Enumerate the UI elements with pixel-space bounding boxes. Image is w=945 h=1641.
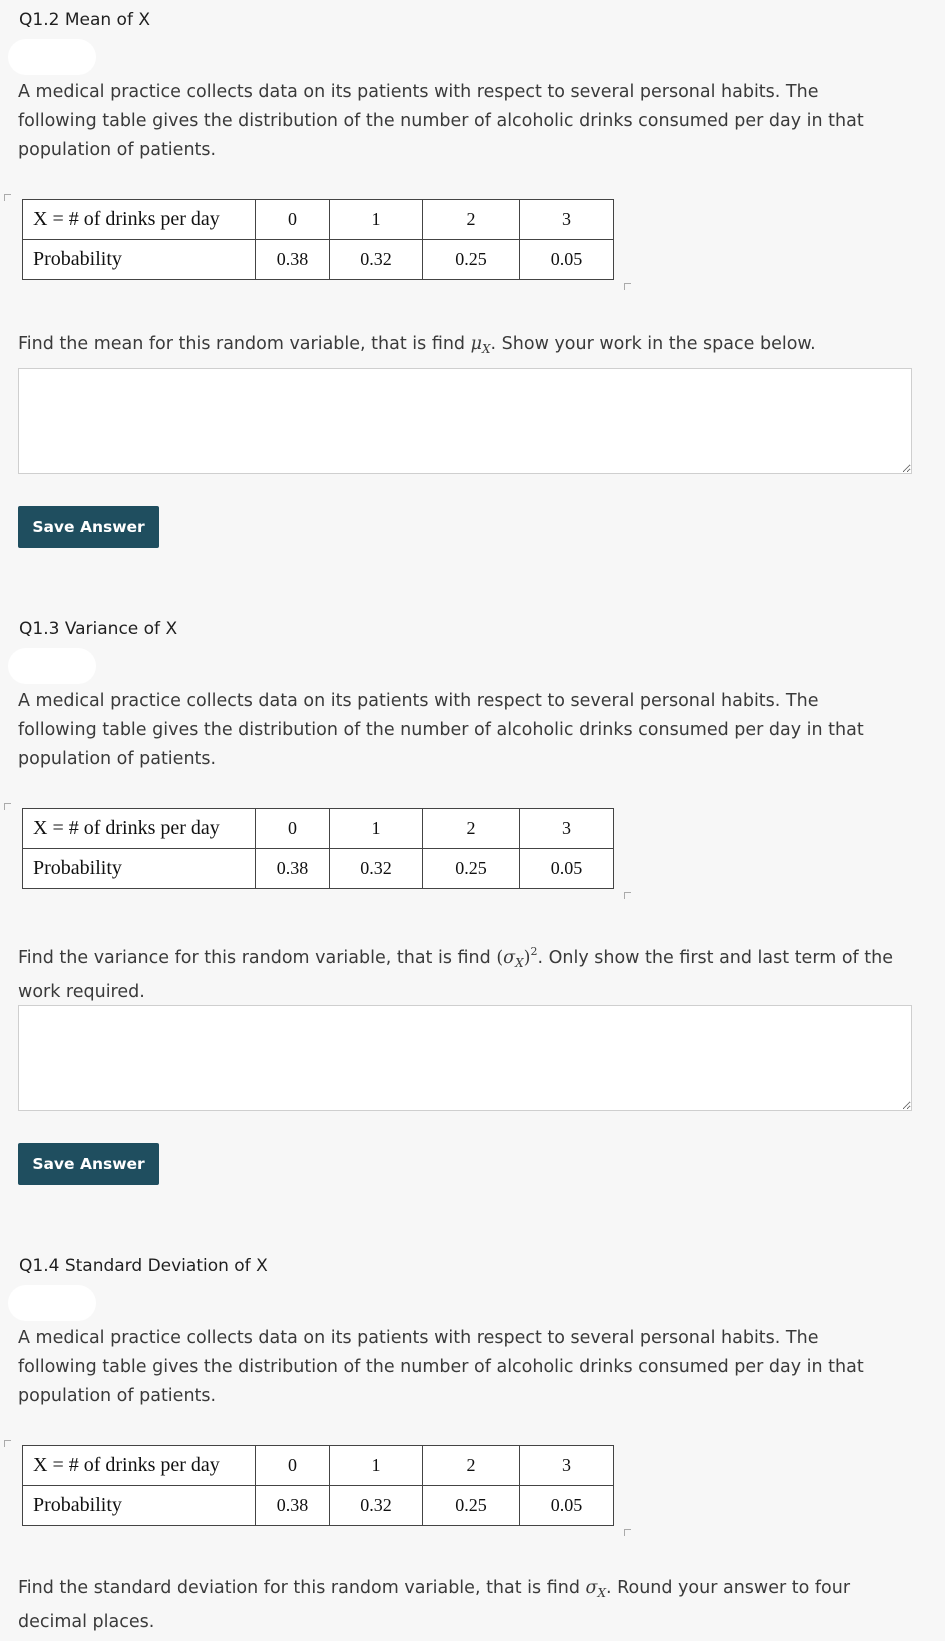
prompt-text: . Round your answer to four decimal places. — [18, 1578, 851, 1632]
prompt-text: Find the standard deviation for this random variable, that is find — [18, 1578, 586, 1598]
table-cell: 0.05 — [520, 240, 614, 280]
q12-save-answer-button[interactable]: Save Answer — [18, 506, 159, 548]
table-row-label: X = # of drinks per day — [23, 1446, 256, 1486]
table-cell: 1 — [330, 809, 423, 849]
table-cell: 2 — [423, 809, 520, 849]
q12-title: Q1.2 Mean of X — [19, 10, 150, 30]
table-cell: 0.38 — [256, 1486, 330, 1526]
table-row-x — [23, 1446, 614, 1486]
table-cell: 0.38 — [256, 240, 330, 280]
table-row-probability — [23, 240, 614, 280]
math-subscript: X — [515, 956, 524, 970]
q13-distribution-table-wrap — [22, 808, 614, 889]
math-paren: ) — [523, 948, 531, 968]
table-row-label: Probability — [23, 849, 256, 889]
table-cell: 0.05 — [520, 1486, 614, 1526]
table-cell: 0.32 — [330, 849, 423, 889]
table-cell: 0 — [256, 200, 330, 240]
table-cell: 2 — [423, 1446, 520, 1486]
table-cell: 1 — [330, 200, 423, 240]
table-cell: 0.38 — [256, 849, 330, 889]
sigma-x-squared-symbol — [496, 945, 538, 970]
q12-distribution-table — [22, 199, 614, 280]
table-cell: 1 — [330, 1446, 423, 1486]
table-cell: 0.25 — [423, 849, 520, 889]
q12-prompt — [18, 330, 898, 364]
q13-intro: A medical practice collects data on its patients with respect to several personal habits. The following table gives the distribution of the number of alcoholic drinks consumed per day in that population of patients. — [18, 691, 864, 769]
prompt-text: Find the mean for this random variable, that is find — [18, 334, 471, 354]
table-cell: 0 — [256, 809, 330, 849]
table-row-label: Probability — [23, 1486, 256, 1526]
table-cell: 0.32 — [330, 240, 423, 280]
table-cell: 0.25 — [423, 1486, 520, 1526]
prompt-text: . Show your work in the space below. — [490, 334, 816, 354]
table-cell: 3 — [520, 809, 614, 849]
table-resize-mark — [624, 892, 631, 899]
table-row-x — [23, 200, 614, 240]
table-resize-mark — [624, 283, 631, 290]
mu-x-symbol — [471, 334, 491, 354]
prompt-text: Find the variance for this random variable, that is find — [18, 948, 497, 968]
q14-intro: A medical practice collects data on its patients with respect to several personal habits. The following table gives the distribution of the number of alcoholic drinks consumed per day in that population of patients. — [18, 1328, 864, 1406]
q14-prompt — [18, 1574, 898, 1637]
q12-points-badge — [8, 39, 96, 75]
table-row-label: Probability — [23, 240, 256, 280]
q13-prompt — [18, 937, 898, 1007]
q13-title: Q1.3 Variance of X — [19, 619, 178, 639]
q13-save-answer-button[interactable]: Save Answer — [18, 1143, 159, 1185]
q14-distribution-table — [22, 1445, 614, 1526]
mu-symbol: μ — [470, 334, 482, 354]
table-resize-mark — [4, 803, 11, 810]
math-subscript: X — [481, 342, 491, 356]
table-resize-mark — [4, 194, 11, 201]
q12-intro: A medical practice collects data on its patients with respect to several personal habits. The following table gives the distribution of the number of alcoholic drinks consumed per day in that population of patients. — [18, 82, 864, 160]
sigma-x-symbol — [586, 1578, 607, 1598]
table-row-probability — [23, 849, 614, 889]
q13-answer-input[interactable] — [18, 1005, 912, 1111]
table-row-probability — [23, 1486, 614, 1526]
table-cell: 0.32 — [330, 1486, 423, 1526]
q14-points-badge — [8, 1285, 96, 1321]
table-resize-mark — [4, 1440, 11, 1447]
q13-distribution-table — [22, 808, 614, 889]
q14-distribution-table-wrap — [22, 1445, 614, 1526]
math-paren: ( — [496, 948, 504, 968]
table-resize-mark — [624, 1529, 631, 1536]
table-row-x — [23, 809, 614, 849]
q14-title: Q1.4 Standard Deviation of X — [19, 1256, 268, 1276]
table-row-label: X = # of drinks per day — [23, 809, 256, 849]
table-cell: 0 — [256, 1446, 330, 1486]
sigma-symbol: σ — [503, 948, 516, 968]
table-row-label: X = # of drinks per day — [23, 200, 256, 240]
q13-points-badge — [8, 648, 96, 684]
sigma-symbol: σ — [585, 1578, 598, 1598]
table-cell: 3 — [520, 1446, 614, 1486]
table-cell: 2 — [423, 200, 520, 240]
q12-answer-input[interactable] — [18, 368, 912, 474]
math-superscript: 2 — [530, 945, 538, 958]
q12-distribution-table-wrap — [22, 199, 614, 280]
table-cell: 0.05 — [520, 849, 614, 889]
prompt-text: . Only show the first and last term of the work required. — [18, 948, 893, 1002]
table-cell: 0.25 — [423, 240, 520, 280]
math-subscript: X — [597, 1586, 606, 1600]
table-cell: 3 — [520, 200, 614, 240]
